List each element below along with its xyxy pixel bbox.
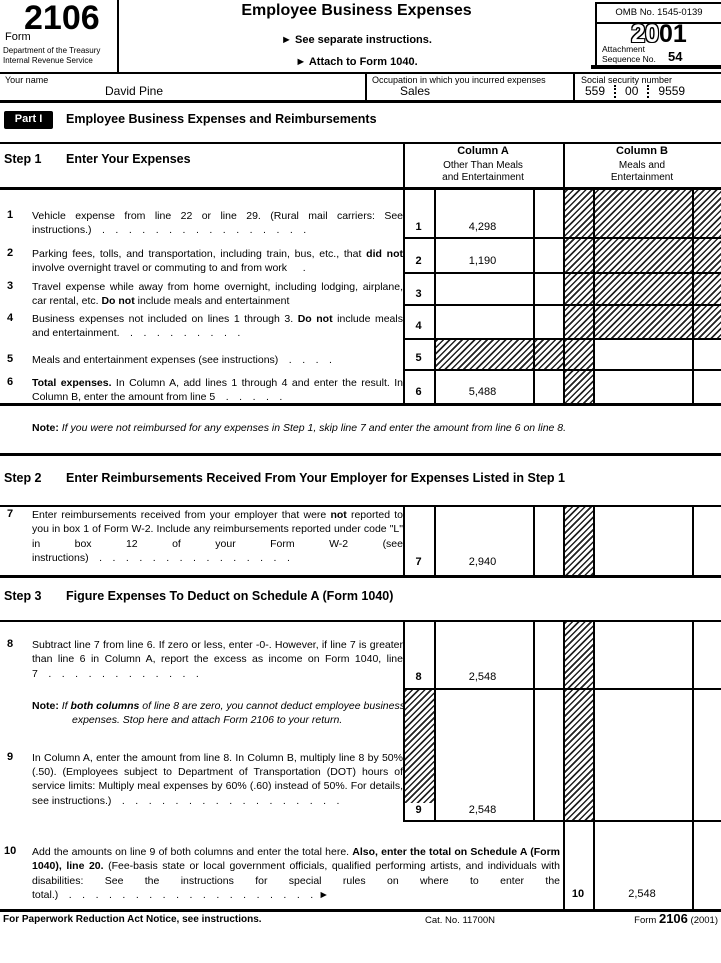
line3-cell-number: 3 bbox=[415, 288, 422, 300]
line9-description: In Column A, enter the amount from line 8. In Column B, multiply line 8 by 50% (.50). (Employees subject to Department of Transportation (DOT) hours of service limits: Multiply meal expenses by 60% (.60) instead of 50%. For details, see instructions.) . . . . . . . . . . . . . . . . . bbox=[32, 752, 403, 807]
hatch-divider-line9 bbox=[563, 688, 593, 820]
step3-title: Figure Expenses To Deduct on Schedule A (Form 1040) bbox=[66, 589, 394, 603]
grid-line bbox=[0, 187, 721, 190]
footer-form-id: Form 2106 (2001) bbox=[634, 911, 718, 926]
hatch-colA-line5 bbox=[434, 338, 563, 369]
grid-line bbox=[403, 688, 721, 690]
line5-cell-number: 5 bbox=[415, 352, 422, 364]
grid-line bbox=[593, 620, 595, 909]
hatch-divider-line8 bbox=[563, 620, 593, 688]
tax-year-outline: 20 bbox=[631, 20, 659, 48]
form-title: Employee Business Expenses bbox=[241, 2, 472, 19]
grid-line bbox=[692, 620, 694, 909]
grid-line bbox=[0, 575, 721, 578]
line2-columnA-amount[interactable]: 1,190 bbox=[468, 255, 497, 267]
line8-number: 8 bbox=[7, 638, 14, 650]
grid-line bbox=[593, 187, 595, 405]
line9-columnA-amount[interactable]: 2,548 bbox=[468, 804, 497, 816]
ssn-separator bbox=[614, 85, 616, 98]
line7-description: Enter reimbursements received from your employer that were not reported to you in box 1 of Form W-2. Include any reimbursements reported under code "L" in box 12 of your Form W-2 (see instructions) . . . . . . . . . . . . . . . bbox=[32, 509, 404, 565]
part1-title: Employee Business Expenses and Reimbursements bbox=[66, 112, 377, 126]
grid-line bbox=[533, 620, 535, 822]
line10-number: 10 bbox=[4, 845, 17, 857]
part1-badge: Part I bbox=[4, 111, 53, 129]
grid-line bbox=[563, 505, 565, 575]
sequence-number: 54 bbox=[668, 49, 683, 64]
line9-cell-number: 9 bbox=[415, 804, 422, 816]
line5-description: Meals and entertainment expenses (see instructions) . . . . bbox=[32, 354, 332, 366]
tax-year-bold: 01 bbox=[659, 20, 687, 48]
grid-line bbox=[0, 142, 721, 144]
line4-cell-number: 4 bbox=[415, 320, 422, 332]
step1-title: Enter Your Expenses bbox=[66, 152, 191, 166]
ssn-part2: 00 bbox=[625, 84, 639, 98]
step1-label: Step 1 bbox=[4, 152, 42, 166]
hatch-divider-line7 bbox=[563, 505, 593, 575]
step2-label: Step 2 bbox=[4, 471, 42, 485]
line1-number: 1 bbox=[7, 209, 14, 221]
form-word: Form bbox=[5, 31, 31, 43]
occupation-field[interactable]: Sales bbox=[400, 84, 431, 98]
line10-cell-number: 10 bbox=[571, 888, 585, 900]
line6-description: Total expenses. In Column A, add lines 1 through 4 and enter the result. In Column B, enter the amount from line 5 . . . . . bbox=[32, 377, 403, 404]
columnA-title: Column A bbox=[457, 145, 509, 157]
line9-number: 9 bbox=[7, 751, 14, 763]
line10-description: Add the amounts on line 9 of both columns and enter the total here. Also, enter the total on Schedule A (Form 1040), line 20. (Fee-basis state or local government officials, qualified performing artists, and individuals with disabilities: See the instructions for special rules on where to enter the total.) . . . . . . . . . . . . . . . . . . . ► bbox=[32, 846, 560, 902]
grid-line bbox=[692, 505, 694, 575]
grid-line bbox=[593, 505, 595, 575]
grid-line bbox=[563, 620, 565, 909]
line7-cell-number: 7 bbox=[415, 556, 422, 568]
line7-columnA-amount[interactable]: 2,940 bbox=[468, 556, 497, 568]
grid-line bbox=[403, 338, 721, 340]
ssn-label: Social security number bbox=[581, 75, 673, 85]
line1-columnA-amount[interactable]: 4,298 bbox=[468, 221, 497, 233]
grid-line bbox=[692, 187, 694, 405]
line3-number: 3 bbox=[7, 280, 14, 292]
your-name-field[interactable]: David Pine bbox=[105, 84, 164, 98]
line8-cell-number: 8 bbox=[415, 671, 422, 683]
grid-line bbox=[595, 2, 721, 4]
grid-line bbox=[403, 272, 721, 274]
step2-title: Enter Reimbursements Received From Your Employer for Expenses Listed in Step 1 bbox=[66, 471, 565, 485]
line6-columnA-amount[interactable]: 5,488 bbox=[468, 386, 497, 398]
dept-line2: Internal Revenue Service bbox=[3, 56, 93, 65]
catalog-number: Cat. No. 11700N bbox=[424, 915, 496, 926]
line10-total-amount[interactable]: 2,548 bbox=[628, 888, 656, 900]
grid-line bbox=[533, 187, 535, 405]
grid-line bbox=[403, 369, 721, 371]
step3-label: Step 3 bbox=[4, 589, 42, 603]
line2-cell-number: 2 bbox=[415, 255, 422, 267]
line2-description: Parking fees, tolls, and transportation, including train, bus, etc., that did not involve overnight travel or commuting to and from work . bbox=[32, 248, 403, 275]
grid-line bbox=[573, 72, 575, 100]
grid-line bbox=[365, 72, 367, 100]
see-instructions-note: ► See separate instructions. bbox=[281, 34, 432, 46]
line5-number: 5 bbox=[7, 353, 14, 365]
line8-note: Note: If both columns of line 8 are zero, you cannot deduct employee business expenses. Stop here and attach Form 2106 to your return. bbox=[32, 700, 405, 727]
ssn-field[interactable] bbox=[585, 84, 685, 98]
grid-line bbox=[403, 304, 721, 306]
line1-cell-number: 1 bbox=[415, 221, 422, 233]
step1-note: Note: If you were not reimbursed for any expenses in Step 1, skip line 7 and enter the amount from line 6 on line 8. bbox=[32, 422, 567, 434]
grid-line bbox=[0, 100, 721, 103]
line4-number: 4 bbox=[7, 312, 14, 324]
grid-line bbox=[533, 505, 535, 575]
line2-number: 2 bbox=[7, 247, 14, 259]
attach-note: ► Attach to Form 1040. bbox=[295, 56, 418, 68]
line8-columnA-amount[interactable]: 2,548 bbox=[468, 671, 497, 683]
ssn-part3: 9559 bbox=[658, 84, 686, 98]
line6-cell-number: 6 bbox=[415, 386, 422, 398]
your-name-label: Your name bbox=[5, 75, 49, 85]
attachment-label: Attachment bbox=[602, 44, 645, 54]
grid-line bbox=[434, 187, 436, 405]
form-number: 2106 bbox=[24, 0, 100, 37]
grid-line bbox=[0, 505, 721, 507]
line3-description: Travel expense while away from home overnight, including lodging, airplane, car rental, etc. Do not include meals and entertainment bbox=[32, 281, 403, 308]
line7-number: 7 bbox=[7, 508, 14, 520]
grid-line bbox=[403, 820, 721, 822]
columnA-sub1: Other Than Meals bbox=[443, 160, 523, 171]
line8-description: Subtract line 7 from line 6. If zero or less, enter -0-. However, if line 7 is greater than line 6 in Column A, report the excess as income on Form 1040, line 7 . . . . . . . . . . . . bbox=[32, 639, 403, 680]
grid-line bbox=[434, 620, 436, 822]
columnB-sub2: Entertainment bbox=[610, 172, 674, 183]
paperwork-notice: For Paperwork Reduction Act Notice, see instructions. bbox=[3, 914, 262, 925]
columnB-title: Column B bbox=[616, 145, 668, 157]
line6-number: 6 bbox=[7, 376, 14, 388]
line1-description: Vehicle expense from line 22 or line 29. (Rural mail carriers: See instructions.) . . . . . . . . . . . . . . . . bbox=[32, 210, 403, 237]
omb-number: OMB No. 1545-0139 bbox=[615, 7, 703, 18]
grid-line bbox=[591, 65, 721, 69]
grid-line bbox=[0, 453, 721, 456]
dept-line1: Department of the Treasury bbox=[3, 46, 101, 55]
grid-line bbox=[403, 237, 721, 239]
columnB-sub1: Meals and bbox=[618, 160, 666, 171]
ssn-part1: 559 bbox=[585, 84, 606, 98]
grid-line bbox=[0, 72, 721, 74]
hatch-colB-lines1-4 bbox=[563, 189, 721, 339]
grid-line bbox=[0, 620, 721, 622]
columnA-sub2: and Entertainment bbox=[442, 172, 524, 183]
occupation-label: Occupation in which you incurred expenses bbox=[372, 75, 546, 85]
line4-description: Business expenses not included on lines 1 through 3. Do not include meals and entertainment. . . . . . . . . . bbox=[32, 313, 403, 340]
ssn-separator bbox=[647, 85, 649, 98]
sequence-label: Sequence No. bbox=[602, 54, 656, 64]
